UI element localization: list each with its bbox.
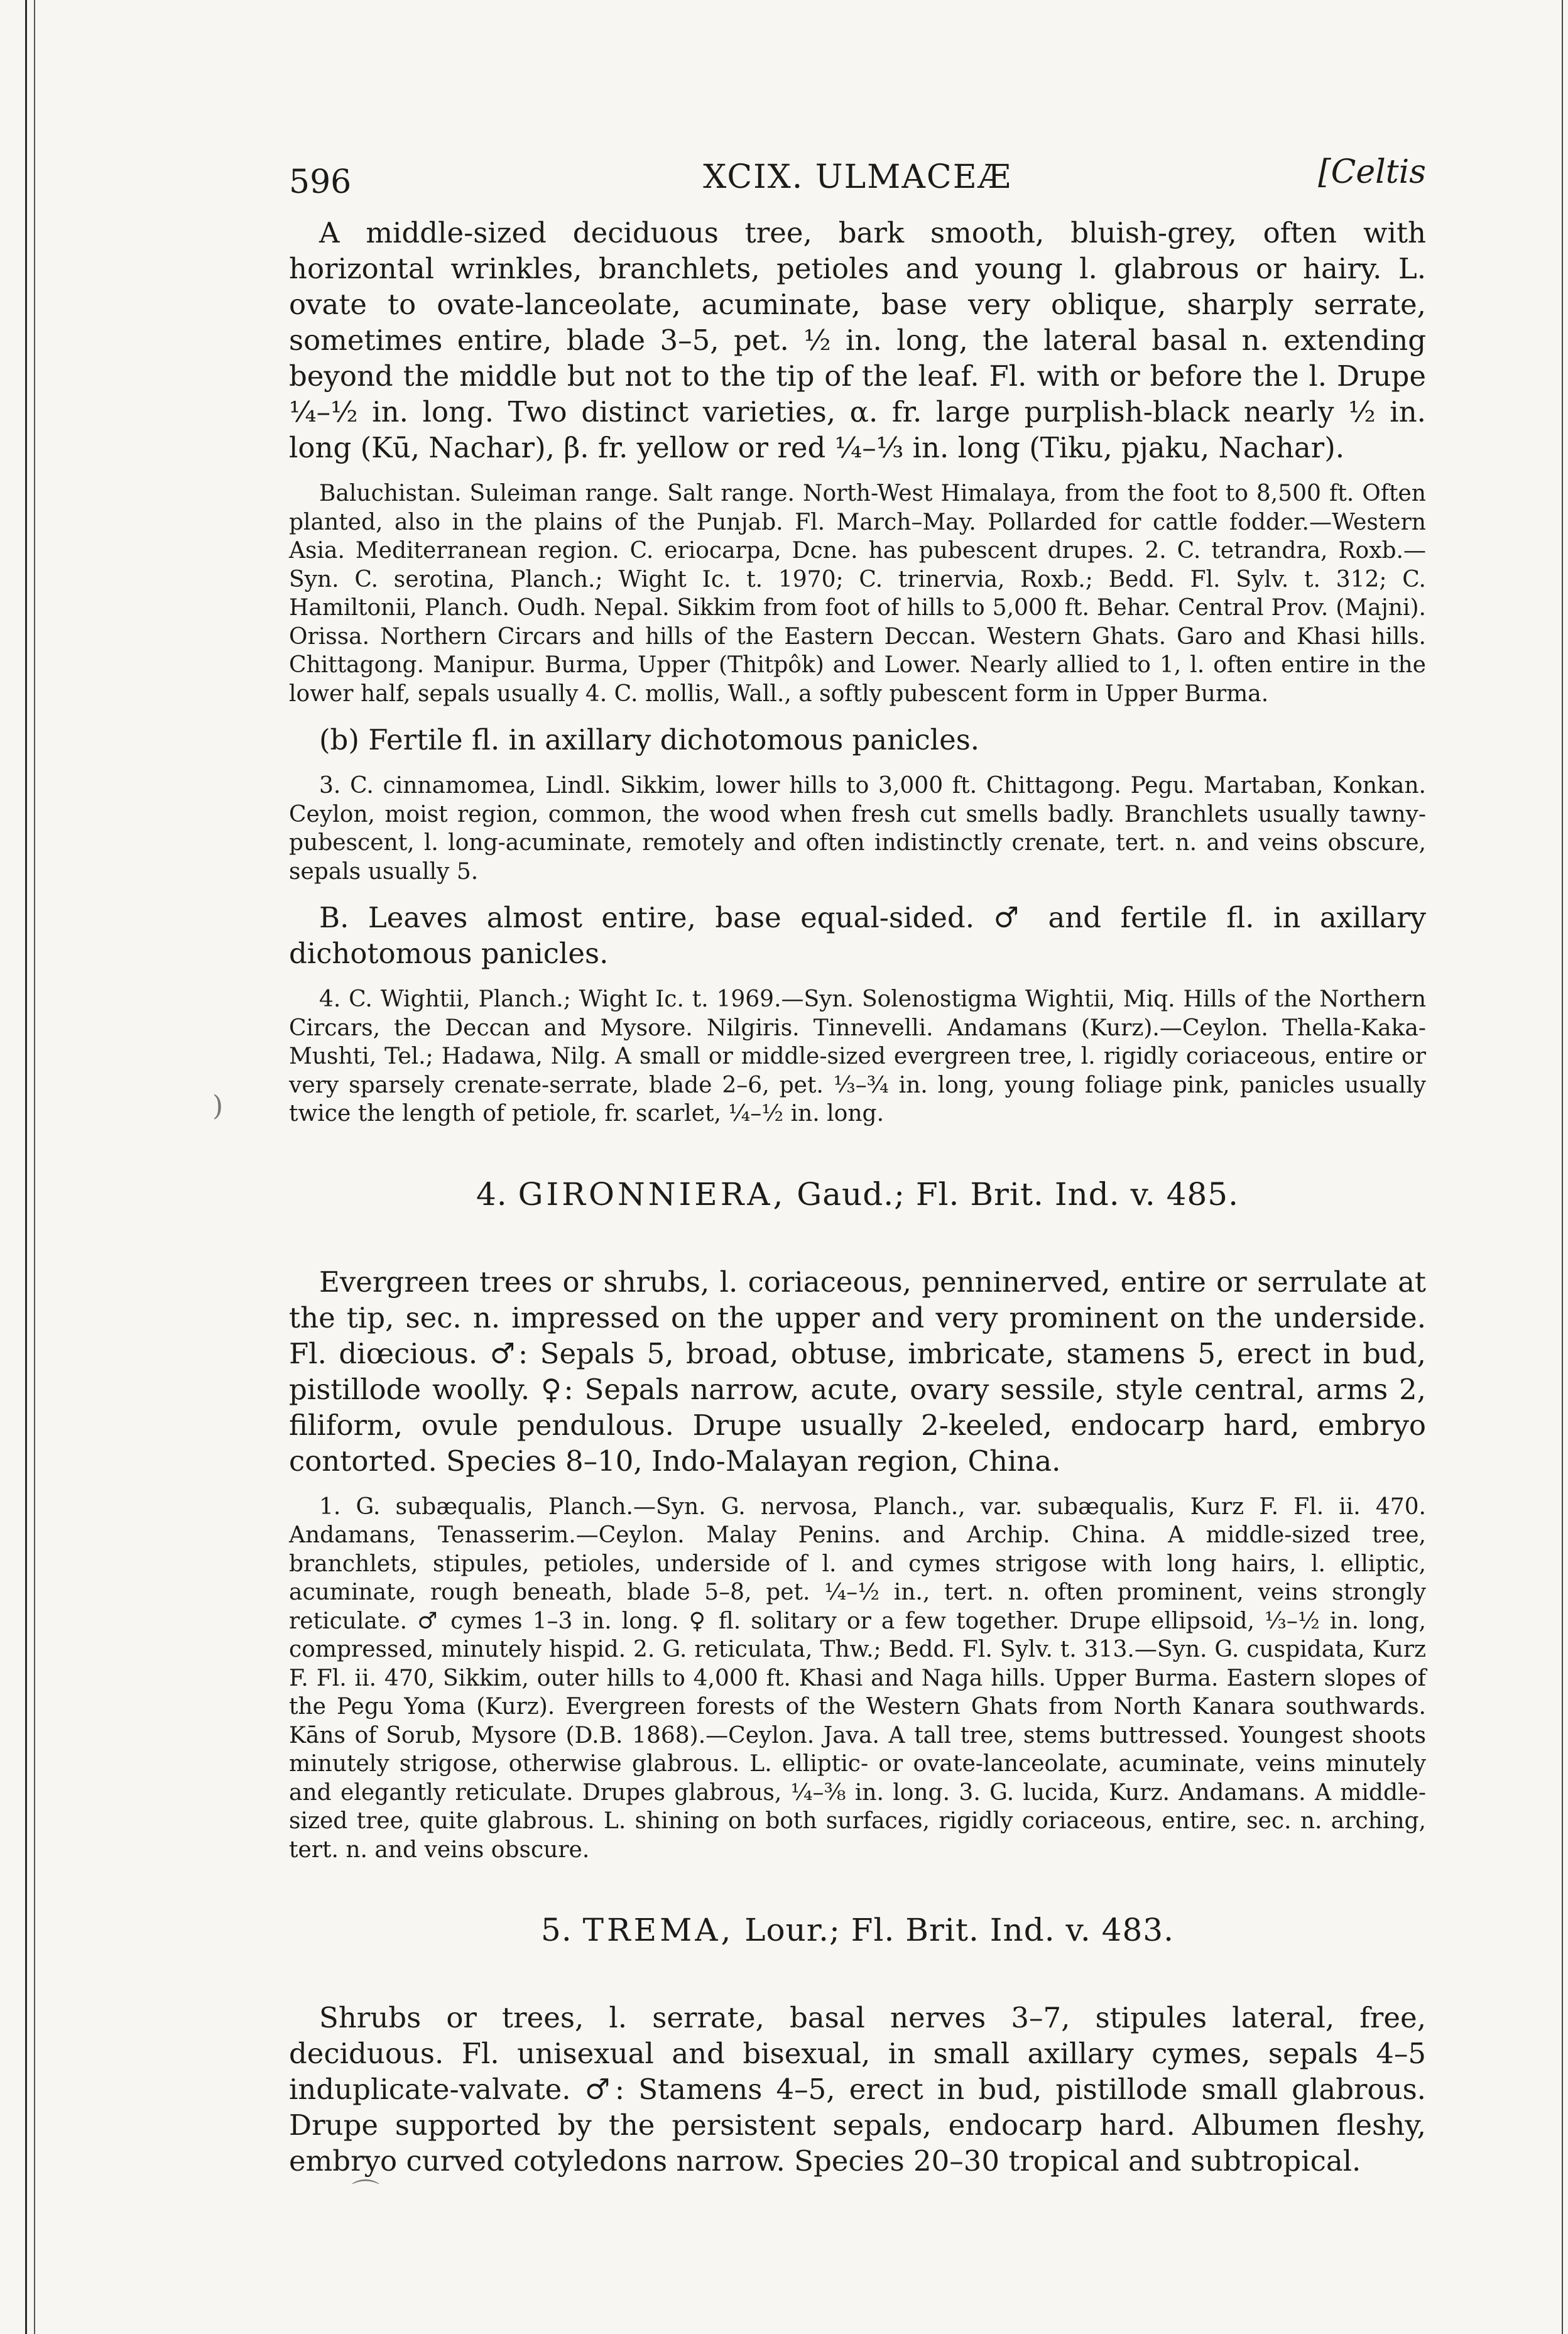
genus-marker: [Celtis — [1318, 153, 1426, 191]
gironniera-description: Evergreen trees or shrubs, l. coriaceous, penninerved, entire or serrulate at the tip, sec. n. impressed on the upper and very prominent on the underside. Fl. diœcious. ♂: Sepals 5, broad, obtuse, imbricate, stamens 5, erect in bud, pistillode woolly. ♀: Sepals narrow, acute, ovary sessile, style central, arms 2, filiform, ovule pendulous. Drupe usually 2-keeled, endocarp hard, embryo contorted. Species 8–10, Indo-Malayan region, China. — [289, 1265, 1426, 1478]
genus-citation: Lour.; Fl. Brit. Ind. v. 483. — [744, 1912, 1174, 1948]
scan-border-line — [34, 0, 35, 2334]
genus-heading-gironniera — [289, 1176, 1426, 1213]
genus-number: 5. — [541, 1912, 572, 1948]
stray-scan-mark: ) — [212, 1090, 224, 1122]
celtis-cinnamomea-entry: 3. C. cinnamomea, Lindl. Sikkim, lower hills to 3,000 ft. Chittagong. Pegu. Martaban, Konkan. Ceylon, moist region, common, the wood when fresh cut smells badly. Branchlets usually tawny-pubescent, l. long-acuminate, remotely and often indistinctly crenate, tert. n. and veins obscure, sepals usually 5. — [289, 773, 1426, 885]
genus-name: GIRONNIERA, — [518, 1175, 787, 1213]
gironniera-species-notes: 1. G. subæqualis, Planch.—Syn. G. nervosa, Planch., var. subæqualis, Kurz F. Fl. ii. 470. Andamans, Tenasserim.—Ceylon. Malay Penins. and Archip. China. A middle-sized tree, branchlets, stipules, petioles, underside of l. and cymes strigose with long hairs, l. elliptic, acuminate, rough beneath, blade 5–8, pet. ¼–½ in., tert. n. often prominent, veins strongly reticulate. ♂ cymes 1–3 in. long. ♀ fl. solitary or a few together. Drupe ellipsoid, ⅓–½ in. long, compressed, minutely hispid. 2. G. reticulata, Thw.; Bedd. Fl. Sylv. t. 313.—Syn. G. cuspidata, Kurz F. Fl. ii. 470, Sikkim, outer hills to 4,000 ft. Khasi and Naga hills. Upper Burma. Eastern slopes of the Pegu Yoma (Kurz). Evergreen forests of the Western Ghats from North Kanara southwards. Kāns of Sorub, Mysore (D.B. 1868).—Ceylon. Java. A tall tree, stems buttressed. Youngest shoots minutely strigose, otherwise glabrous. L. elliptic- or ovate-lanceolate, acuminate, veins minutely and elegantly reticulate. Drupes glabrous, ¼–⅜ in. long. 3. G. lucida, Kurz. Andamans. A middle-sized tree, quite glabrous. L. shining on both surfaces, rigidly coriaceous, entire, sec. n. arching, tert. n. and veins obscure. — [289, 1493, 1426, 1863]
genus-heading-trema — [289, 1912, 1426, 1948]
genus-citation: Gaud.; Fl. Brit. Ind. v. 485. — [797, 1175, 1239, 1213]
trema-description: Shrubs or trees, l. serrate, basal nerves 3–7, stipules lateral, free, deciduous. Fl. unisexual and bisexual, in small axillary cymes, sepals 4–5 induplicate-valvate. ♂: Stamens 4–5, erect in bud, pistillode small glabrous. Drupe supported by the persistent sepals, endocarp hard. Albumen fleshy, embryo curved cotyledons narrow. Species 20–30 tropical and subtropical. — [289, 2001, 1426, 2178]
page — [289, 146, 1426, 2179]
genus-name: TREMA, — [582, 1912, 734, 1948]
running-title: XCIX. ULMACEÆ — [703, 158, 1012, 196]
celtis-description: A middle-sized deciduous tree, bark smooth, bluish-grey, often with horizontal wrinkles, branchlets, petioles and young l. glabrous or hairy. L. ovate to ovate-lanceolate, acuminate, base very oblique, sharply serrate, sometimes entire, blade 3–5, pet. ½ in. long, the lateral basal n. extending beyond the middle but not to the tip of the leaf. Fl. with or before the l. Drupe ¼–½ in. long. Two distinct varieties, α. fr. large purplish-black nearly ½ in. long (Kū, Nachar), β. fr. yellow or red ¼–⅓ in. long (Tiku, pjaku, Nachar). — [289, 216, 1426, 464]
stray-scan-mark: ⌒ — [352, 2178, 379, 2210]
scan-border-line — [25, 0, 27, 2334]
celtis-distribution-notes: Baluchistan. Suleiman range. Salt range. North-West Himalaya, from the foot to 8,500 ft. Often planted, also in the plains of the Punjab. Fl. March–May. Pollarded for cattle fodder.—Western Asia. Mediterranean region. C. eriocarpa, Dcne. has pubescent drupes. 2. C. tetrandra, Roxb.—Syn. C. serotina, Planch.; Wight Ic. t. 1970; C. trinervia, Roxb.; Bedd. Fl. Sylv. t. 312; C. Hamiltonii, Planch. Oudh. Nepal. Sikkim from foot of hills to 5,000 ft. Behar. Central Prov. (Majni). Orissa. Northern Circars and hills of the Eastern Deccan. Western Ghats. Garo and Khasi hills. Chittagong. Manipur. Burma, Upper (Thitpôk) and Lower. Nearly allied to 1, l. often entire in the lower half, sepals usually 4. C. mollis, Wall., a softly pubescent form in Upper Burma. — [289, 481, 1426, 707]
page-number: 596 — [289, 163, 352, 201]
key-b-fertile-flowers: (b) Fertile fl. in axillary dichotomous panicles. — [319, 723, 980, 756]
key-B-leaves-entire: B. Leaves almost entire, base equal-sided. ♂ and fertile fl. in axillary dichotomous panicles. — [289, 901, 1426, 970]
scan-border-line — [1562, 0, 1563, 2334]
celtis-wightii-entry: 4. C. Wightii, Planch.; Wight Ic. t. 1969.—Syn. Solenostigma Wightii, Miq. Hills of the Northern Circars, the Deccan and Mysore. Nilgiris. Tinnevelli. Andamans (Kurz).—Ceylon. Thella-Kaka-Mushti, Tel.; Hadawa, Nilg. A small or middle-sized evergreen tree, l. rigidly coriaceous, entire or very sparsely crenate-serrate, blade 2–6, pet. ⅓–¾ in. long, young foliage pink, panicles usually twice the length of petiole, fr. scarlet, ¼–½ in. long. — [289, 986, 1426, 1126]
genus-number: 4. — [476, 1175, 508, 1213]
page-header — [289, 146, 1426, 215]
